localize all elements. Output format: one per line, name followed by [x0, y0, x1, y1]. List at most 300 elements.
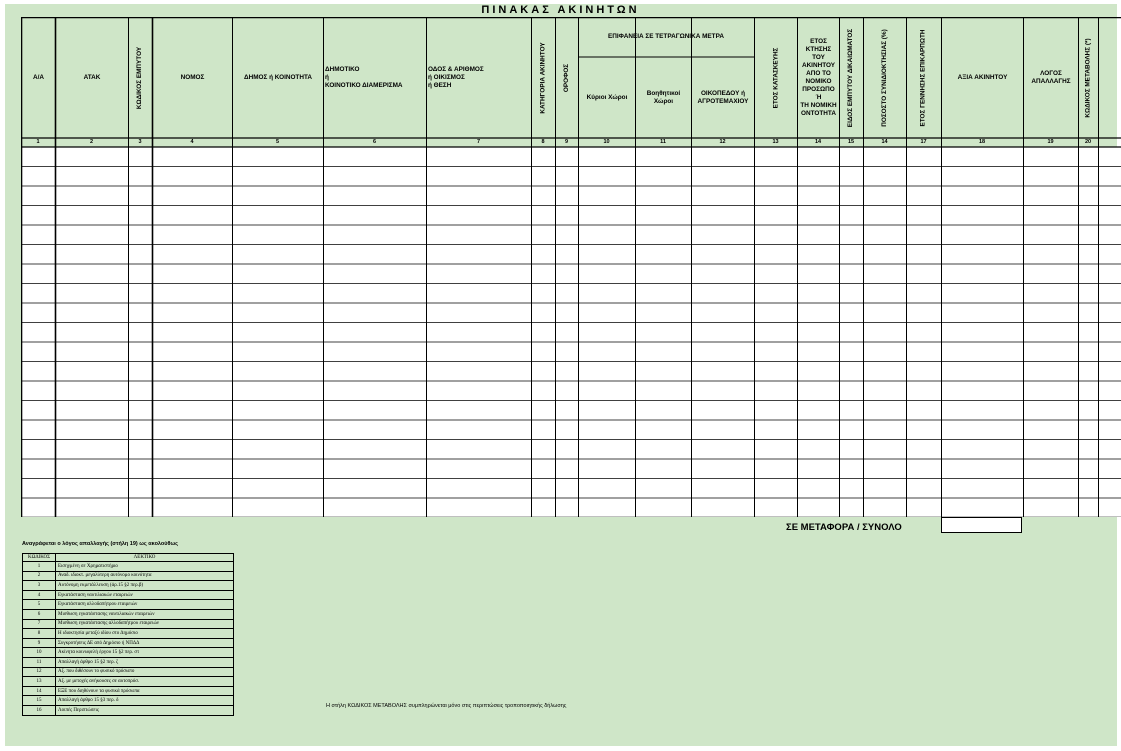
- table-cell[interactable]: [1079, 285, 1098, 304]
- table-cell[interactable]: [942, 499, 1023, 518]
- table-cell[interactable]: [755, 343, 797, 362]
- table-cell[interactable]: [153, 207, 232, 226]
- table-cell[interactable]: [1079, 382, 1098, 401]
- table-cell[interactable]: [153, 285, 232, 304]
- table-cell[interactable]: [556, 207, 578, 226]
- table-cell[interactable]: [129, 499, 152, 518]
- table-cell[interactable]: [579, 246, 635, 265]
- table-cell[interactable]: [532, 324, 555, 343]
- table-cell[interactable]: [556, 226, 578, 245]
- table-cell[interactable]: [864, 168, 906, 187]
- table-cell[interactable]: [1024, 304, 1078, 323]
- table-cell[interactable]: [22, 304, 55, 323]
- table-cell[interactable]: [129, 285, 152, 304]
- table-cell[interactable]: [864, 246, 906, 265]
- table-cell[interactable]: [56, 441, 128, 460]
- table-cell[interactable]: [942, 207, 1023, 226]
- table-cell[interactable]: [56, 363, 128, 382]
- table-cell[interactable]: [840, 421, 863, 440]
- table-cell[interactable]: [755, 402, 797, 421]
- table-cell[interactable]: [907, 207, 941, 226]
- table-cell[interactable]: [532, 226, 555, 245]
- table-cell[interactable]: [1024, 168, 1078, 187]
- table-cell[interactable]: [1099, 168, 1121, 187]
- table-cell[interactable]: [56, 285, 128, 304]
- table-cell[interactable]: [1079, 402, 1098, 421]
- table-cell[interactable]: [942, 265, 1023, 284]
- table-cell[interactable]: [840, 460, 863, 479]
- table-cell[interactable]: [233, 324, 323, 343]
- table-cell[interactable]: [755, 246, 797, 265]
- table-cell[interactable]: [1099, 402, 1121, 421]
- table-cell[interactable]: [942, 480, 1023, 499]
- table-cell[interactable]: [532, 148, 555, 167]
- table-cell[interactable]: [636, 343, 691, 362]
- table-cell[interactable]: [56, 402, 128, 421]
- table-cell[interactable]: [56, 187, 128, 206]
- table-cell[interactable]: [153, 402, 232, 421]
- table-cell[interactable]: [1079, 460, 1098, 479]
- table-cell[interactable]: [840, 480, 863, 499]
- table-cell[interactable]: [942, 324, 1023, 343]
- table-cell[interactable]: [1024, 265, 1078, 284]
- table-cell[interactable]: [532, 265, 555, 284]
- table-cell[interactable]: [864, 441, 906, 460]
- table-cell[interactable]: [556, 343, 578, 362]
- table-cell[interactable]: [56, 246, 128, 265]
- table-cell[interactable]: [1024, 460, 1078, 479]
- table-cell[interactable]: [1099, 480, 1121, 499]
- table-cell[interactable]: [129, 226, 152, 245]
- table-cell[interactable]: [1079, 168, 1098, 187]
- table-cell[interactable]: [755, 207, 797, 226]
- table-cell[interactable]: [755, 324, 797, 343]
- table-cell[interactable]: [56, 304, 128, 323]
- table-cell[interactable]: [532, 421, 555, 440]
- table-cell[interactable]: [1024, 285, 1078, 304]
- table-cell[interactable]: [798, 207, 839, 226]
- table-cell[interactable]: [153, 480, 232, 499]
- table-cell[interactable]: [864, 226, 906, 245]
- table-cell[interactable]: [1024, 363, 1078, 382]
- table-cell[interactable]: [129, 460, 152, 479]
- table-cell[interactable]: [579, 168, 635, 187]
- table-cell[interactable]: [579, 343, 635, 362]
- table-cell[interactable]: [153, 246, 232, 265]
- table-cell[interactable]: [840, 207, 863, 226]
- table-cell[interactable]: [427, 148, 531, 167]
- table-cell[interactable]: [324, 480, 426, 499]
- table-cell[interactable]: [579, 187, 635, 206]
- table-cell[interactable]: [427, 499, 531, 518]
- table-cell[interactable]: [556, 480, 578, 499]
- table-cell[interactable]: [233, 363, 323, 382]
- table-cell[interactable]: [840, 304, 863, 323]
- table-cell[interactable]: [129, 207, 152, 226]
- table-cell[interactable]: [692, 207, 754, 226]
- table-cell[interactable]: [427, 441, 531, 460]
- table-cell[interactable]: [1099, 226, 1121, 245]
- table-cell[interactable]: [942, 441, 1023, 460]
- table-cell[interactable]: [1024, 421, 1078, 440]
- table-cell[interactable]: [22, 265, 55, 284]
- table-cell[interactable]: [22, 226, 55, 245]
- table-cell[interactable]: [1024, 499, 1078, 518]
- table-cell[interactable]: [907, 382, 941, 401]
- table-cell[interactable]: [532, 285, 555, 304]
- table-cell[interactable]: [22, 187, 55, 206]
- table-cell[interactable]: [556, 363, 578, 382]
- table-cell[interactable]: [1024, 480, 1078, 499]
- table-cell[interactable]: [840, 343, 863, 362]
- table-cell[interactable]: [942, 363, 1023, 382]
- table-cell[interactable]: [129, 363, 152, 382]
- table-cell[interactable]: [1099, 324, 1121, 343]
- table-cell[interactable]: [692, 499, 754, 518]
- table-cell[interactable]: [942, 460, 1023, 479]
- table-cell[interactable]: [22, 324, 55, 343]
- table-cell[interactable]: [907, 480, 941, 499]
- table-cell[interactable]: [56, 226, 128, 245]
- table-cell[interactable]: [798, 363, 839, 382]
- table-cell[interactable]: [840, 382, 863, 401]
- table-cell[interactable]: [233, 382, 323, 401]
- table-cell[interactable]: [532, 480, 555, 499]
- table-cell[interactable]: [755, 285, 797, 304]
- table-cell[interactable]: [427, 226, 531, 245]
- table-cell[interactable]: [636, 285, 691, 304]
- table-cell[interactable]: [532, 246, 555, 265]
- table-cell[interactable]: [636, 460, 691, 479]
- table-cell[interactable]: [692, 480, 754, 499]
- table-cell[interactable]: [1024, 402, 1078, 421]
- table-cell[interactable]: [636, 187, 691, 206]
- table-cell[interactable]: [324, 285, 426, 304]
- table-cell[interactable]: [840, 363, 863, 382]
- table-cell[interactable]: [798, 285, 839, 304]
- table-cell[interactable]: [692, 168, 754, 187]
- table-cell[interactable]: [636, 480, 691, 499]
- table-cell[interactable]: [755, 304, 797, 323]
- table-cell[interactable]: [864, 460, 906, 479]
- table-cell[interactable]: [942, 246, 1023, 265]
- table-cell[interactable]: [692, 304, 754, 323]
- table-cell[interactable]: [324, 499, 426, 518]
- table-cell[interactable]: [1024, 382, 1078, 401]
- table-cell[interactable]: [129, 148, 152, 167]
- table-cell[interactable]: [840, 226, 863, 245]
- table-cell[interactable]: [153, 363, 232, 382]
- table-cell[interactable]: [907, 441, 941, 460]
- table-cell[interactable]: [532, 304, 555, 323]
- table-cell[interactable]: [153, 382, 232, 401]
- table-cell[interactable]: [556, 168, 578, 187]
- table-cell[interactable]: [864, 304, 906, 323]
- table-cell[interactable]: [427, 402, 531, 421]
- table-cell[interactable]: [427, 265, 531, 284]
- table-cell[interactable]: [1079, 480, 1098, 499]
- table-cell[interactable]: [56, 382, 128, 401]
- table-cell[interactable]: [636, 246, 691, 265]
- table-cell[interactable]: [579, 480, 635, 499]
- table-cell[interactable]: [692, 343, 754, 362]
- table-cell[interactable]: [798, 148, 839, 167]
- table-cell[interactable]: [427, 207, 531, 226]
- table-cell[interactable]: [56, 499, 128, 518]
- table-cell[interactable]: [942, 285, 1023, 304]
- table-cell[interactable]: [324, 441, 426, 460]
- table-cell[interactable]: [864, 207, 906, 226]
- table-cell[interactable]: [1024, 226, 1078, 245]
- table-cell[interactable]: [692, 246, 754, 265]
- table-cell[interactable]: [1099, 265, 1121, 284]
- table-cell[interactable]: [153, 168, 232, 187]
- table-cell[interactable]: [907, 421, 941, 440]
- table-cell[interactable]: [1099, 421, 1121, 440]
- table-cell[interactable]: [579, 441, 635, 460]
- table-cell[interactable]: [798, 441, 839, 460]
- table-cell[interactable]: [1079, 246, 1098, 265]
- table-cell[interactable]: [532, 363, 555, 382]
- table-cell[interactable]: [427, 187, 531, 206]
- table-cell[interactable]: [129, 480, 152, 499]
- table-cell[interactable]: [636, 382, 691, 401]
- table-cell[interactable]: [692, 324, 754, 343]
- table-cell[interactable]: [556, 460, 578, 479]
- table-cell[interactable]: [427, 285, 531, 304]
- table-cell[interactable]: [324, 382, 426, 401]
- table-cell[interactable]: [153, 324, 232, 343]
- table-cell[interactable]: [755, 168, 797, 187]
- table-cell[interactable]: [1099, 187, 1121, 206]
- table-cell[interactable]: [532, 343, 555, 362]
- table-cell[interactable]: [1099, 343, 1121, 362]
- table-cell[interactable]: [692, 187, 754, 206]
- table-cell[interactable]: [636, 402, 691, 421]
- table-cell[interactable]: [579, 499, 635, 518]
- table-cell[interactable]: [556, 148, 578, 167]
- table-cell[interactable]: [755, 148, 797, 167]
- table-cell[interactable]: [22, 363, 55, 382]
- table-cell[interactable]: [864, 421, 906, 440]
- table-cell[interactable]: [1024, 441, 1078, 460]
- table-cell[interactable]: [864, 499, 906, 518]
- table-cell[interactable]: [755, 226, 797, 245]
- table-cell[interactable]: [942, 382, 1023, 401]
- table-cell[interactable]: [755, 480, 797, 499]
- table-cell[interactable]: [427, 382, 531, 401]
- table-cell[interactable]: [636, 324, 691, 343]
- table-cell[interactable]: [427, 168, 531, 187]
- table-cell[interactable]: [942, 421, 1023, 440]
- table-cell[interactable]: [692, 363, 754, 382]
- table-cell[interactable]: [798, 168, 839, 187]
- table-cell[interactable]: [129, 265, 152, 284]
- table-cell[interactable]: [22, 460, 55, 479]
- table-cell[interactable]: [636, 168, 691, 187]
- table-cell[interactable]: [56, 148, 128, 167]
- table-cell[interactable]: [579, 207, 635, 226]
- table-cell[interactable]: [556, 285, 578, 304]
- table-cell[interactable]: [556, 304, 578, 323]
- table-cell[interactable]: [1079, 324, 1098, 343]
- table-cell[interactable]: [324, 324, 426, 343]
- table-cell[interactable]: [1099, 285, 1121, 304]
- table-cell[interactable]: [56, 168, 128, 187]
- table-cell[interactable]: [324, 207, 426, 226]
- table-cell[interactable]: [840, 285, 863, 304]
- table-cell[interactable]: [56, 480, 128, 499]
- table-cell[interactable]: [692, 226, 754, 245]
- table-cell[interactable]: [1099, 207, 1121, 226]
- table-cell[interactable]: [1099, 460, 1121, 479]
- table-cell[interactable]: [755, 441, 797, 460]
- table-cell[interactable]: [798, 382, 839, 401]
- table-cell[interactable]: [233, 441, 323, 460]
- table-cell[interactable]: [798, 265, 839, 284]
- table-cell[interactable]: [153, 187, 232, 206]
- table-cell[interactable]: [56, 421, 128, 440]
- table-cell[interactable]: [1079, 265, 1098, 284]
- table-cell[interactable]: [755, 460, 797, 479]
- table-cell[interactable]: [755, 265, 797, 284]
- table-cell[interactable]: [233, 304, 323, 323]
- table-cell[interactable]: [907, 246, 941, 265]
- table-cell[interactable]: [556, 499, 578, 518]
- table-cell[interactable]: [907, 324, 941, 343]
- table-cell[interactable]: [1079, 207, 1098, 226]
- table-cell[interactable]: [153, 148, 232, 167]
- table-cell[interactable]: [864, 148, 906, 167]
- table-cell[interactable]: [864, 343, 906, 362]
- table-cell[interactable]: [579, 304, 635, 323]
- table-cell[interactable]: [1079, 148, 1098, 167]
- table-cell[interactable]: [324, 168, 426, 187]
- table-cell[interactable]: [1079, 226, 1098, 245]
- table-cell[interactable]: [324, 421, 426, 440]
- table-cell[interactable]: [636, 207, 691, 226]
- table-cell[interactable]: [532, 441, 555, 460]
- table-cell[interactable]: [324, 246, 426, 265]
- table-cell[interactable]: [427, 460, 531, 479]
- table-cell[interactable]: [755, 363, 797, 382]
- table-cell[interactable]: [942, 304, 1023, 323]
- table-cell[interactable]: [56, 343, 128, 362]
- table-cell[interactable]: [427, 343, 531, 362]
- table-cell[interactable]: [129, 441, 152, 460]
- table-cell[interactable]: [129, 343, 152, 362]
- table-cell[interactable]: [1024, 343, 1078, 362]
- table-cell[interactable]: [907, 226, 941, 245]
- table-cell[interactable]: [840, 148, 863, 167]
- table-cell[interactable]: [798, 499, 839, 518]
- table-cell[interactable]: [129, 421, 152, 440]
- table-cell[interactable]: [129, 168, 152, 187]
- table-cell[interactable]: [22, 480, 55, 499]
- table-cell[interactable]: [942, 168, 1023, 187]
- table-cell[interactable]: [56, 460, 128, 479]
- table-cell[interactable]: [1024, 246, 1078, 265]
- table-cell[interactable]: [233, 207, 323, 226]
- table-cell[interactable]: [755, 421, 797, 440]
- table-cell[interactable]: [22, 441, 55, 460]
- table-cell[interactable]: [532, 168, 555, 187]
- table-cell[interactable]: [579, 148, 635, 167]
- table-cell[interactable]: [864, 402, 906, 421]
- table-cell[interactable]: [755, 187, 797, 206]
- table-cell[interactable]: [942, 187, 1023, 206]
- table-cell[interactable]: [532, 187, 555, 206]
- table-cell[interactable]: [636, 148, 691, 167]
- table-cell[interactable]: [153, 460, 232, 479]
- table-cell[interactable]: [153, 441, 232, 460]
- table-cell[interactable]: [556, 187, 578, 206]
- table-cell[interactable]: [22, 421, 55, 440]
- table-cell[interactable]: [692, 421, 754, 440]
- table-cell[interactable]: [129, 246, 152, 265]
- table-cell[interactable]: [636, 226, 691, 245]
- table-cell[interactable]: [907, 460, 941, 479]
- table-cell[interactable]: [798, 480, 839, 499]
- table-cell[interactable]: [636, 363, 691, 382]
- table-cell[interactable]: [942, 148, 1023, 167]
- table-cell[interactable]: [579, 363, 635, 382]
- table-cell[interactable]: [153, 421, 232, 440]
- table-cell[interactable]: [1099, 304, 1121, 323]
- table-cell[interactable]: [1079, 363, 1098, 382]
- table-cell[interactable]: [798, 343, 839, 362]
- table-cell[interactable]: [840, 402, 863, 421]
- table-cell[interactable]: [840, 187, 863, 206]
- table-cell[interactable]: [907, 187, 941, 206]
- table-cell[interactable]: [798, 460, 839, 479]
- table-cell[interactable]: [1024, 324, 1078, 343]
- table-cell[interactable]: [129, 304, 152, 323]
- table-cell[interactable]: [840, 168, 863, 187]
- table-cell[interactable]: [1099, 499, 1121, 518]
- table-cell[interactable]: [153, 265, 232, 284]
- table-cell[interactable]: [798, 246, 839, 265]
- table-cell[interactable]: [233, 343, 323, 362]
- table-cell[interactable]: [22, 148, 55, 167]
- table-cell[interactable]: [579, 324, 635, 343]
- table-cell[interactable]: [636, 499, 691, 518]
- table-cell[interactable]: [22, 246, 55, 265]
- table-cell[interactable]: [427, 421, 531, 440]
- table-cell[interactable]: [798, 421, 839, 440]
- table-cell[interactable]: [556, 402, 578, 421]
- table-cell[interactable]: [636, 441, 691, 460]
- table-cell[interactable]: [532, 460, 555, 479]
- table-cell[interactable]: [532, 499, 555, 518]
- table-cell[interactable]: [840, 324, 863, 343]
- table-cell[interactable]: [324, 460, 426, 479]
- table-cell[interactable]: [129, 187, 152, 206]
- table-cell[interactable]: [153, 304, 232, 323]
- table-cell[interactable]: [233, 285, 323, 304]
- table-cell[interactable]: [798, 226, 839, 245]
- table-cell[interactable]: [942, 226, 1023, 245]
- table-cell[interactable]: [907, 168, 941, 187]
- table-cell[interactable]: [579, 402, 635, 421]
- table-cell[interactable]: [233, 265, 323, 284]
- table-cell[interactable]: [22, 207, 55, 226]
- table-cell[interactable]: [1099, 363, 1121, 382]
- table-cell[interactable]: [324, 402, 426, 421]
- table-cell[interactable]: [907, 363, 941, 382]
- table-cell[interactable]: [324, 226, 426, 245]
- table-cell[interactable]: [692, 265, 754, 284]
